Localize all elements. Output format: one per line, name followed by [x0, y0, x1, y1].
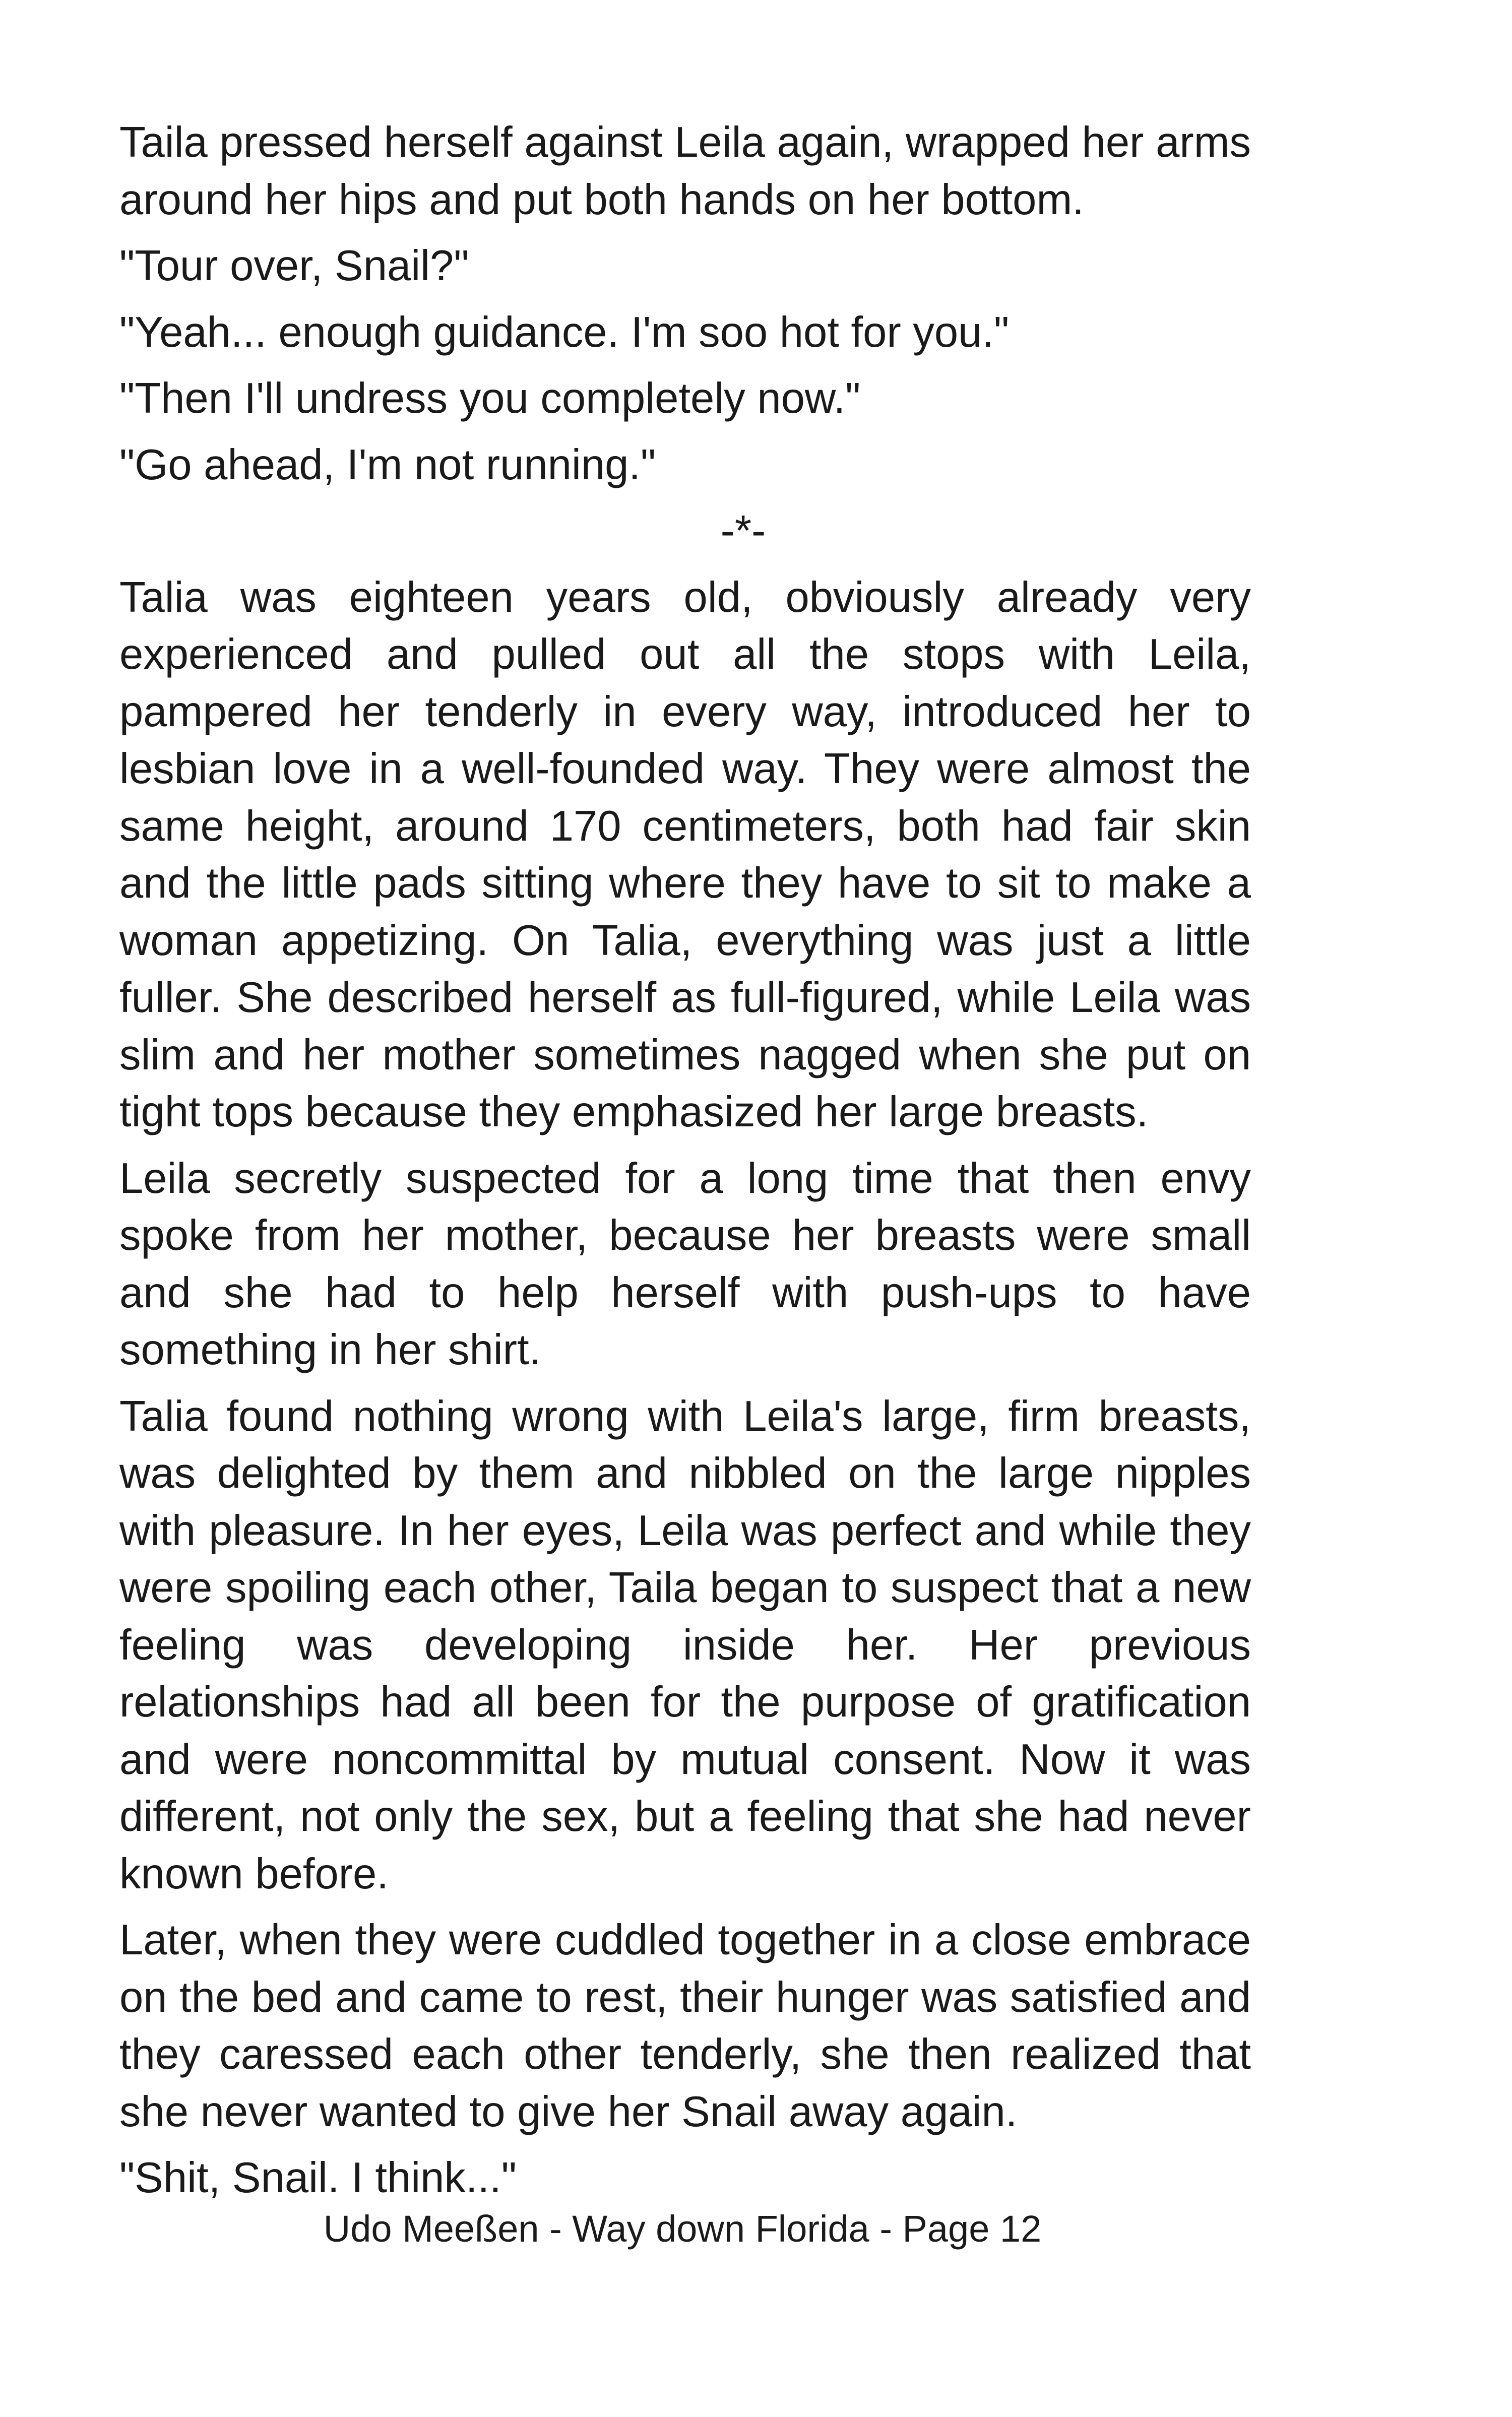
dialogue-line: "Shit, Snail. I think..." — [119, 2154, 517, 2202]
page-footer — [0, 2204, 1512, 2254]
paragraph: Leila secretly suspected for a long time that then envy spoke from her mother, because her breasts were small and she had to help herself with push-ups to have something in her shirt. — [119, 1154, 1251, 1374]
dialogue-line: "Go ahead, I'm not running." — [119, 440, 656, 489]
paragraph: Later, when they were cuddled together in a close embrace on the bed and came to rest, their hunger was satisfied and they caressed each other tenderly, she then realized that she never wanted to give her Snail away again. — [119, 1916, 1251, 2136]
body-text — [119, 114, 1251, 2216]
dialogue-line: "Then I'll undress you completely now." — [119, 374, 861, 422]
section-separator: -*- — [720, 507, 766, 555]
paragraph: Talia was eighteen years old, obviously already very experienced and pulled out all the stops with Leila, pampered her tenderly in every way, introduced her to lesbian love in a well-founded way. They were almost the same height, around 170 centimeters, both had fair skin and the little pads sitting where they have to sit to make a woman appetizing. On Talia, everything was just a little fuller. She described herself as full-figured, while Leila was slim and her mother sometimes nagged when she put on tight tops because they emphasized her large breasts. — [119, 573, 1251, 1136]
dialogue-line: "Tour over, Snail?" — [119, 242, 469, 290]
paragraph: Talia found nothing wrong with Leila's large, firm breasts, was delighted by them and nibbled on the large nipples with pleasure. In her eyes, Leila was perfect and while they were spoiling each other, Taila began to suspect that a new feeling was developing inside her. Her previous relationships had all been for the purpose of gratification and were noncommittal by mutual consent. Now it was different, not only the sex, but a feeling that she had never known before. — [119, 1392, 1251, 1898]
footer-text: Udo Meeßen - Way down Florida - Page 12 — [323, 2208, 1042, 2250]
dialogue-line: "Yeah... enough guidance. I'm soo hot for you." — [119, 308, 1010, 356]
paragraph: Taila pressed herself against Leila again, wrapped her arms around her hips and put both hands on her bottom. — [119, 118, 1251, 224]
